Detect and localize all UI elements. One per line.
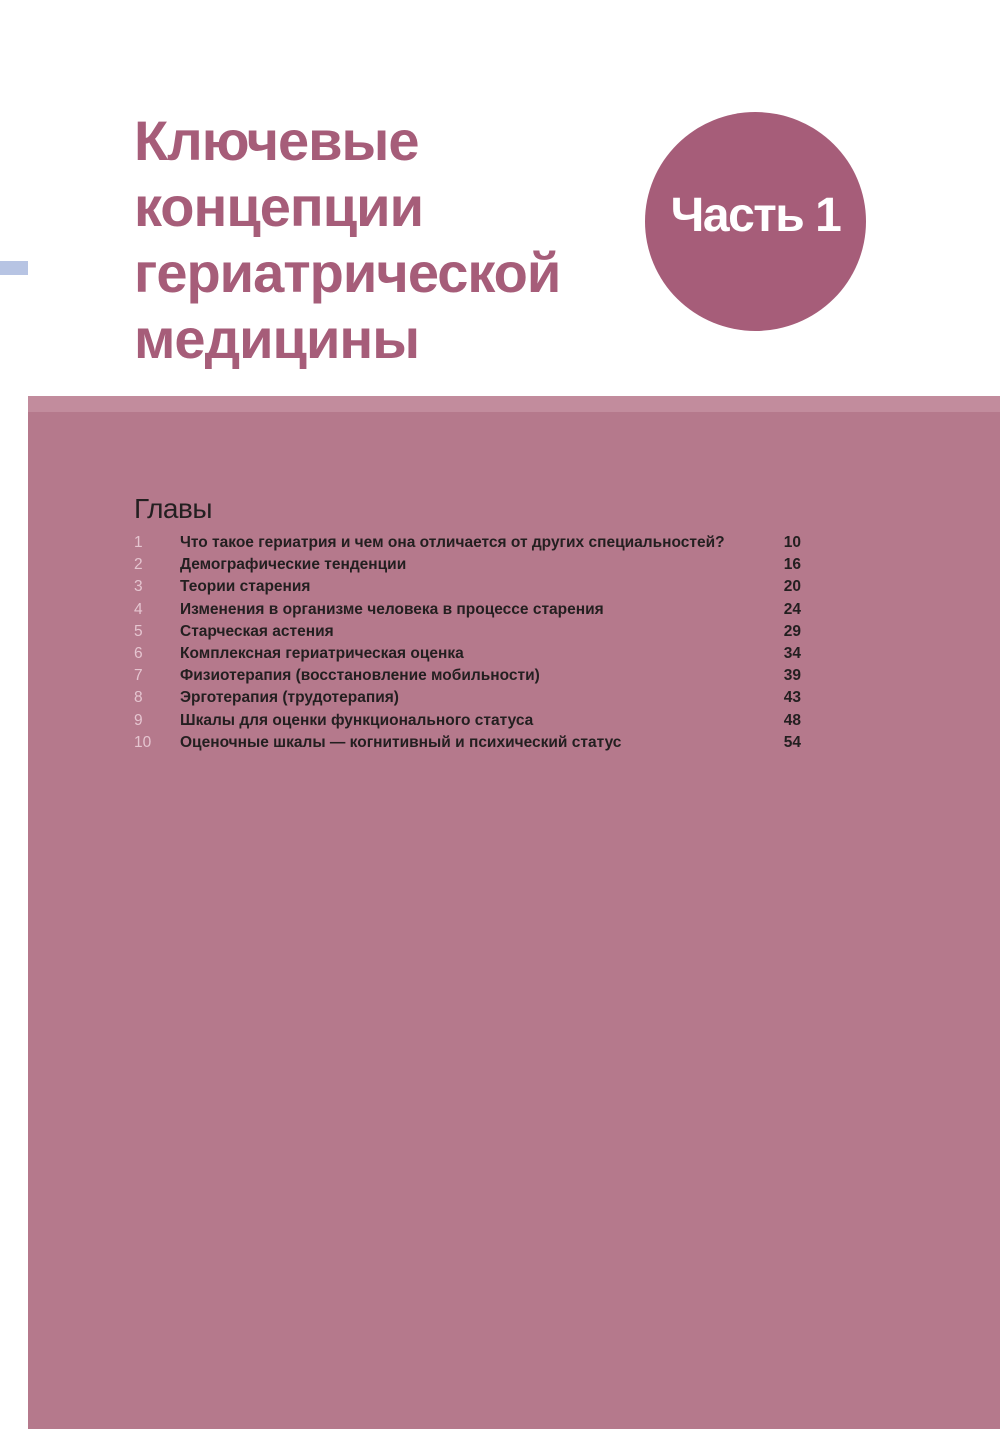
edge-tab-marker xyxy=(0,261,28,275)
chapter-title: Комплексная гериатрическая оценка xyxy=(180,644,464,662)
chapter-number: 2 xyxy=(134,556,143,574)
chapter-page-number: 16 xyxy=(783,556,801,574)
chapter-page-number: 34 xyxy=(783,644,801,662)
chapter-page-number: 43 xyxy=(783,689,801,707)
chapter-list xyxy=(134,532,814,754)
chapter-row[interactable] xyxy=(134,643,814,665)
chapter-title: Физиотерапия (восстановление мобильности) xyxy=(180,667,540,685)
chapter-page-number: 10 xyxy=(783,534,801,551)
chapter-number: 9 xyxy=(134,711,143,729)
chapter-number: 3 xyxy=(134,578,143,596)
part-title-line: гериатрической xyxy=(134,241,561,304)
chapter-title: Изменения в организме человека в процессе старения xyxy=(180,600,604,618)
chapter-number: 10 xyxy=(134,733,152,751)
chapter-row[interactable] xyxy=(134,732,814,754)
chapter-title: Демографические тенденции xyxy=(180,556,407,574)
chapter-page-number: 20 xyxy=(783,578,801,596)
chapter-page-number: 24 xyxy=(783,600,801,618)
chapter-row[interactable] xyxy=(134,687,814,709)
panel-top-stripe xyxy=(28,396,1000,412)
chapter-row[interactable] xyxy=(134,621,814,643)
chapter-title: Оценочные шкалы — когнитивный и психический статус xyxy=(180,733,622,751)
part-number-badge xyxy=(645,112,866,331)
part-number-label: Часть 1 xyxy=(670,189,841,242)
chapter-number: 6 xyxy=(134,644,143,662)
chapter-number: 7 xyxy=(134,667,143,685)
chapters-panel xyxy=(28,396,1000,1429)
part-title xyxy=(134,108,560,372)
chapter-title: Шкалы для оценки функционального статуса xyxy=(180,711,534,729)
chapter-row[interactable] xyxy=(134,532,814,554)
chapter-number: 1 xyxy=(134,534,143,551)
chapter-number: 5 xyxy=(134,622,143,640)
chapter-title: Старческая астения xyxy=(180,622,334,640)
part-title-line: медицины xyxy=(134,307,420,370)
part-title-line: концепции xyxy=(134,175,423,238)
chapter-row[interactable] xyxy=(134,554,814,576)
chapter-row[interactable] xyxy=(134,710,814,732)
chapter-title: Что такое гериатрия и чем она отличается от других специальностей? xyxy=(180,534,725,551)
chapter-title: Эрготерапия (трудотерапия) xyxy=(180,689,399,707)
chapter-row[interactable] xyxy=(134,665,814,687)
chapter-number: 8 xyxy=(134,689,143,707)
chapter-number: 4 xyxy=(134,600,143,618)
chapter-title: Теории старения xyxy=(180,578,311,596)
chapter-page-number: 48 xyxy=(783,711,801,729)
part-title-line: Ключевые xyxy=(134,109,419,172)
chapter-row[interactable] xyxy=(134,576,814,598)
chapter-page-number: 39 xyxy=(783,667,801,685)
chapters-heading: Главы xyxy=(134,493,212,524)
chapter-row[interactable] xyxy=(134,599,814,621)
chapter-page-number: 54 xyxy=(783,733,801,751)
chapter-page-number: 29 xyxy=(783,622,801,640)
